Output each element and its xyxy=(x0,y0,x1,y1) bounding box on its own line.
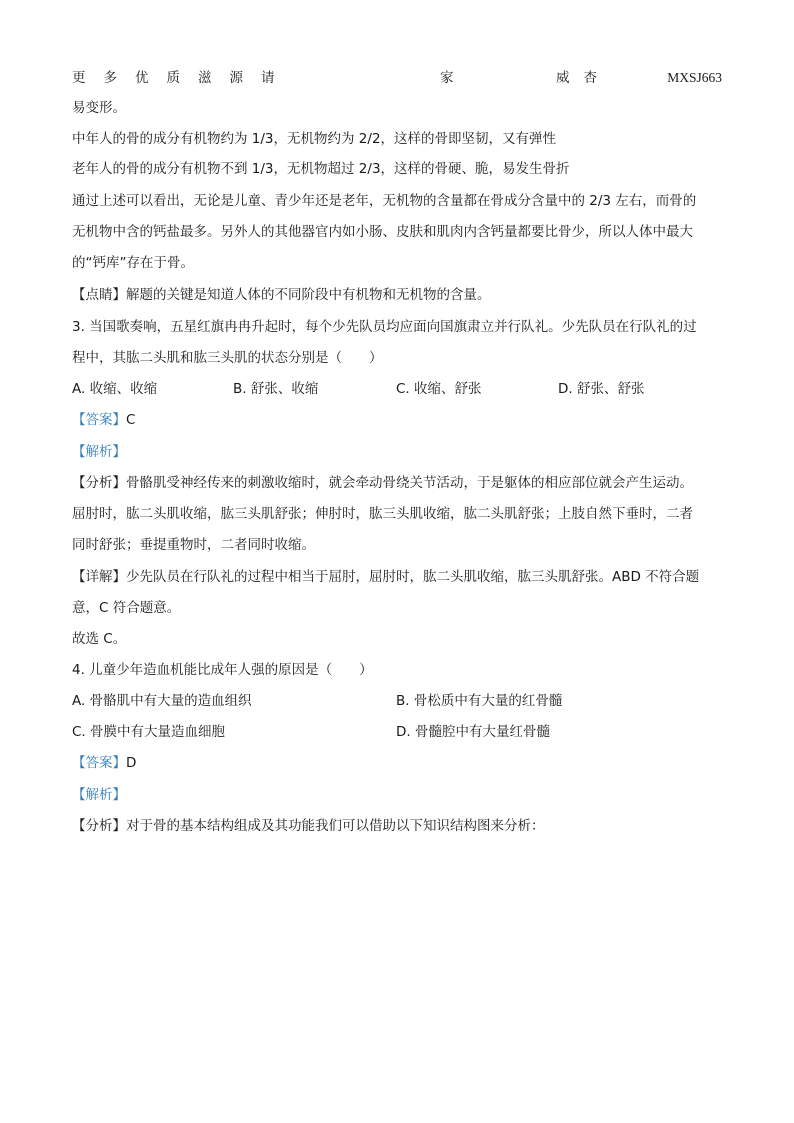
answer-tag: 【答案】 xyxy=(72,412,126,428)
question-3-stem-cont: 程中，其肱二头肌和肱三头肌的状态分别是（ ） xyxy=(72,350,383,366)
fenxi-tag: 【分析】 xyxy=(72,818,126,834)
key-point-text: 解题的关键是知道人体的不同阶段中有机物和无机物的含量。 xyxy=(126,287,491,303)
q4-option-b: B. 骨松质中有大量的红骨髓 xyxy=(396,693,563,709)
q3-option-b: B. 舒张、收缩 xyxy=(233,381,319,397)
text-line: 的“钙库”存在于骨。 xyxy=(72,255,194,271)
fenxi-text: 对于骨的基本结构组成及其功能我们可以借助以下知识结构图来分析： xyxy=(126,818,545,834)
q4-analysis-line xyxy=(72,785,126,805)
detail-tag: 【详解】 xyxy=(72,569,126,585)
text-line: 意，C 符合题意。 xyxy=(72,600,181,616)
analysis-tag: 【解析】 xyxy=(72,444,126,460)
q4-answer-line xyxy=(72,753,136,773)
header-promo-char: 家 xyxy=(440,70,454,86)
page-header xyxy=(72,68,722,88)
q4-option-c: C. 骨膜中有大量造血细胞 xyxy=(72,724,226,740)
text-line: 老年人的骨的成分有机物不到 1/3，无机物超过 2/3，这样的骨硬、脆，易发生骨折 xyxy=(72,161,570,177)
q3-answer-line xyxy=(72,410,135,430)
question-4-stem: 4. 儿童少年造血机能比成年人强的原因是（ ） xyxy=(72,662,373,678)
q3-option-a: A. 收缩、收缩 xyxy=(72,381,158,397)
q3-detail-line xyxy=(72,567,699,587)
question-3-stem: 3. 当国歌奏响，五星红旗冉冉升起时，每个少先队员均应面向国旗肃立并行队礼。少先队员在行队礼的过 xyxy=(72,319,697,335)
text-line: 中年人的骨的成分有机物约为 1/3，无机物约为 2/2，这样的骨即坚韧，又有弹性 xyxy=(72,131,557,147)
fenxi-text: 骨骼肌受神经传来的刺激收缩时，就会牵动骨绕关节活动，于是躯体的相应部位就会产生运动。 xyxy=(126,475,693,491)
header-code: MXSJ663 xyxy=(667,70,722,85)
answer-tag: 【答案】 xyxy=(72,755,126,771)
q3-analysis-line xyxy=(72,442,126,462)
analysis-tag: 【解析】 xyxy=(72,787,126,803)
detail-text: 少先队员在行队礼的过程中相当于屈肘，屈肘时，肱二头肌收缩，肱三头肌舒张。ABD 不符合题 xyxy=(126,569,700,585)
text-line: 屈肘时，肱二头肌收缩，肱三头肌舒张；伸肘时，肱三头肌收缩，肱二头肌舒张；上肢自然下垂时，二者 xyxy=(72,506,693,522)
text-line: 通过上述可以看出，无论是儿童、青少年还是老年，无机物的含量都在骨成分含量中的 2/3 左右，而骨的 xyxy=(72,193,697,209)
header-promo-text: 更多优质滋源请 xyxy=(72,70,293,86)
answer-value: C xyxy=(126,412,136,428)
q4-option-d: D. 骨髓腔中有大量红骨髓 xyxy=(396,724,550,740)
q4-fenxi-line xyxy=(72,816,545,836)
text-line: 无机物中含的钙盐最多。另外人的其他器官内如小肠、皮肤和肌肉内含钙量都要比骨少，所以人体中最大 xyxy=(72,224,693,240)
key-point-tag: 【点睛】 xyxy=(72,287,126,303)
text-line: 同时舒张；垂提重物时，二者同时收缩。 xyxy=(72,537,315,553)
answer-value: D xyxy=(126,755,137,771)
q4-option-a: A. 骨骼肌中有大量的造血组织 xyxy=(72,693,252,709)
text-line: 易变形。 xyxy=(72,100,126,116)
key-point-line xyxy=(72,285,491,305)
q3-fenxi-line xyxy=(72,473,693,493)
q3-option-d: D. 舒张、舒张 xyxy=(558,381,645,397)
q3-option-c: C. 收缩、舒张 xyxy=(396,381,482,397)
header-promo-chars: 威杏 xyxy=(556,70,611,86)
q3-choose-line: 故选 C。 xyxy=(72,631,127,647)
fenxi-tag: 【分析】 xyxy=(72,475,126,491)
